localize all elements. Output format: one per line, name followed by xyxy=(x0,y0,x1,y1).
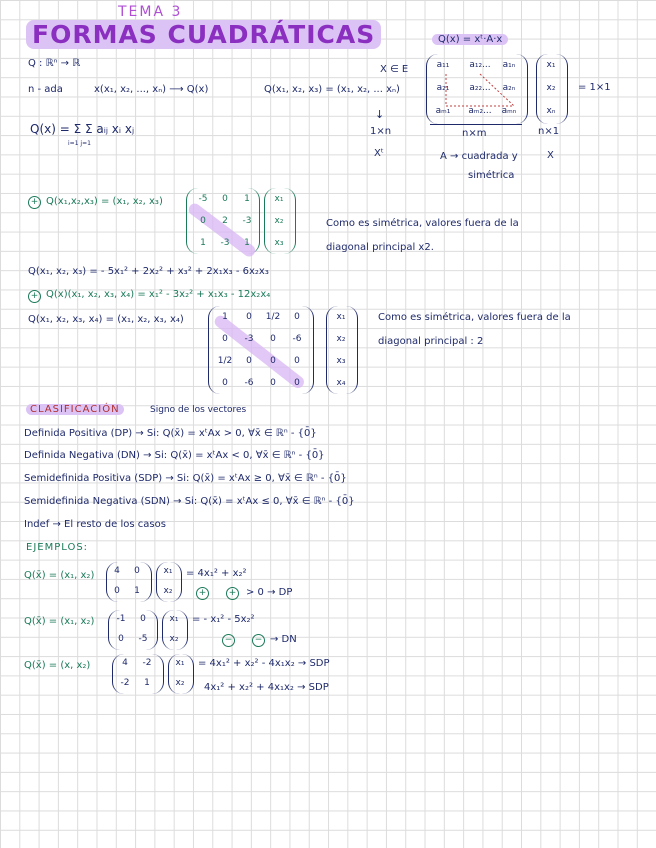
matrix-cell: aₘ₁ xyxy=(435,106,451,116)
page-title-text: FORMAS CUADRÁTICAS xyxy=(26,20,381,49)
one-by-one: = 1×1 xyxy=(578,82,611,93)
q-x123: Q(x₁, x₂, x₃) = (x₁, x₂, ... xₙ) xyxy=(264,84,400,95)
matrix-cell: 0 xyxy=(270,334,276,344)
sum-formula: Q(x) = Σ Σ aᵢⱼ xᵢ xⱼ xyxy=(30,122,135,136)
classification-subtitle: Signo de los vectores xyxy=(150,405,247,415)
ex3-result: = 4x₁² + x₂² - 4x₁x₂ → SDP xyxy=(198,658,330,669)
matrix-cell: -6 xyxy=(292,334,302,344)
vector-cell: x₁ xyxy=(546,60,556,70)
vector-cell: x₄ xyxy=(336,378,346,388)
classification-item-sdn: Semidefinida Negativa (SDN) → Si: Q(x̄) = xᵗAx ≤ 0, ∀x̄ ∈ ℝⁿ - {0̄} xyxy=(24,496,355,507)
matrix-cell: aₘₙ xyxy=(501,106,517,116)
classification-heading-text: CLASIFICACIÓN xyxy=(26,404,124,415)
dim-nxm: n×m xyxy=(462,128,487,139)
matrix-cell: 2 xyxy=(222,216,228,226)
matrix-cell: 1 xyxy=(244,194,250,204)
vector-cell: x₁ xyxy=(336,312,346,322)
matrix-cell: 1 xyxy=(244,238,250,248)
matrix-cell: 0 xyxy=(246,356,252,366)
vector-cell: x₁ xyxy=(175,658,185,668)
dim-1xn: 1×n xyxy=(370,126,392,137)
matrix-cell: 4 xyxy=(122,658,128,668)
vector-cell: x₂ xyxy=(175,678,185,688)
ex2-label: Q(x̄) = (x₁, x₂) xyxy=(24,616,95,627)
matrix-cell: 1 xyxy=(134,586,140,596)
vector-cell: x₁ xyxy=(274,194,284,204)
matrix-cell: 1 xyxy=(200,238,206,248)
down-arrow-icon: ↓ xyxy=(375,108,385,121)
matrix-cell: 4 xyxy=(114,566,120,576)
matrix-cell: 0 xyxy=(246,312,252,322)
matrix-cell: 1/2 xyxy=(265,312,281,322)
tuple-mapping: x(x₁, x₂, ..., xₙ) ⟶ Q(x) xyxy=(94,84,209,95)
ex2-result: = - x₁² - 5x₂² xyxy=(192,614,255,625)
plus-circle-icon: + xyxy=(196,587,209,600)
vector-cell: x₂ xyxy=(274,216,284,226)
matrix-cell: 1/2 xyxy=(217,356,233,366)
vector-cell: x₂ xyxy=(336,334,346,344)
ex3-result-2: 4x₁² + x₂² + 4x₁x₂ → SDP xyxy=(204,682,329,693)
matrix-cell: 0 xyxy=(134,566,140,576)
matrix-cell: -3 xyxy=(244,334,254,344)
matrix-cell: -2 xyxy=(120,678,130,688)
ex3-label: Q(x̄) = (x, x₂) xyxy=(24,660,91,671)
classification-indef: Indef → El resto de los casos xyxy=(24,519,166,530)
vector-cell: xₙ xyxy=(546,106,556,116)
minus-circle-icon: − xyxy=(252,634,265,647)
matrix-cell: a₁ₙ xyxy=(502,60,516,70)
examples-heading: EJEMPLOS: xyxy=(26,542,89,553)
x-vector-label: X xyxy=(547,150,554,161)
example1-expanded: Q(x₁, x₂, x₃) = - 5x₁² + 2x₂² + x₃² + 2x₁x₃ - 6x₂x₃ xyxy=(28,266,269,277)
vector-cell: x₃ xyxy=(274,238,284,248)
sum-limits: i=1 j=1 xyxy=(68,140,91,147)
matrix-cell: -3 xyxy=(242,216,252,226)
vector-cell: x₂ xyxy=(169,634,179,644)
example2-note-2: diagonal principal : 2 xyxy=(378,336,484,347)
vector-cell: x₂ xyxy=(163,586,173,596)
x-in-e: X ∈ E xyxy=(380,64,409,75)
vector-cell: x₁ xyxy=(163,566,173,576)
dim-nx1: n×1 xyxy=(538,126,560,137)
matrix-cell: a₂₁ xyxy=(436,83,450,93)
matrix-cell: 0 xyxy=(294,312,300,322)
matrix-cell: a₁₁ xyxy=(436,60,450,70)
matrix-cell: 0 xyxy=(270,356,276,366)
matrix-cell: 0 xyxy=(114,586,120,596)
classification-item-sdp: Semidefinida Positiva (SDP) → Si: Q(x̄) = xᵗAx ≥ 0, ∀x̄ ∈ ℝⁿ - {0̄} xyxy=(24,473,347,484)
plus-circle-icon: + xyxy=(226,587,239,600)
cuadrada-label: A → cuadrada y xyxy=(440,151,518,162)
ex2-conclusion: → DN xyxy=(270,634,297,645)
red-dashed-annotation xyxy=(440,70,520,112)
ex1-conclusion: > 0 → DP xyxy=(246,587,293,598)
matrix-cell: a₂ₙ xyxy=(502,83,516,93)
example2-expanded: Q(x)(x₁, x₂, x₃, x₄) = x₁² - 3x₂² + x₁x₃ - 12x₂x₄ xyxy=(46,289,271,300)
matrix-cell: -6 xyxy=(244,378,254,388)
matrix-cell: 0 xyxy=(222,194,228,204)
vector-cell: x₁ xyxy=(169,614,179,624)
ex1-label: Q(x̄) = (x₁, x₂) xyxy=(24,570,95,581)
qx-formula-text: Q(x) = xᵗ·A·x xyxy=(432,34,508,45)
simetrica-label: simétrica xyxy=(468,170,515,181)
matrix-cell: 0 xyxy=(140,614,146,624)
vector-cell: x₃ xyxy=(336,356,346,366)
ex1-result: = 4x₁² + x₂² xyxy=(186,568,247,579)
underbrace xyxy=(430,124,522,125)
matrix-cell: -5 xyxy=(138,634,148,644)
page-title xyxy=(26,20,381,49)
matrix-cell: -3 xyxy=(220,238,230,248)
matrix-cell: 1 xyxy=(144,678,150,688)
classification-item-dn: Definida Negativa (DN) → Si: Q(x̄) = xᵗAx < 0, ∀x̄ ∈ ℝⁿ - {0̄} xyxy=(24,450,325,461)
matrix-cell: 0 xyxy=(270,378,276,388)
example2-note: Como es simétrica, valores fuera de la xyxy=(378,312,571,323)
example1-label: Q(x₁,x₂,x₃) = (x₁, x₂, x₃) xyxy=(46,196,163,207)
matrix-cell: -1 xyxy=(116,614,126,624)
matrix-cell: 1 xyxy=(222,312,228,322)
matrix-cell: 0 xyxy=(294,378,300,388)
matrix-cell: a₁₂... xyxy=(469,60,491,70)
matrix-cell: a₂₂... xyxy=(469,83,491,93)
classification-heading xyxy=(26,404,124,415)
matrix-cell: aₘ₂... xyxy=(468,106,492,116)
matrix-cell: 0 xyxy=(294,356,300,366)
example1-note-2: diagonal principal x2. xyxy=(326,242,434,253)
map-definition: Q : ℝⁿ → ℝ xyxy=(28,58,81,69)
example1-note: Como es simétrica, valores fuera de la xyxy=(326,218,519,229)
classification-item-dp: Definida Positiva (DP) → Si: Q(x̄) = xᵗAx > 0, ∀x̄ ∈ ℝⁿ - {0̄} xyxy=(24,428,317,439)
matrix-cell: 0 xyxy=(118,634,124,644)
plus-circle-icon: + xyxy=(28,196,41,209)
matrix-cell: -5 xyxy=(198,194,208,204)
minus-circle-icon: − xyxy=(222,634,235,647)
x-transpose: Xᵗ xyxy=(374,148,384,159)
vector-cell: x₂ xyxy=(546,83,556,93)
tema-label: TEMA 3 xyxy=(118,4,183,20)
plus-circle-icon: + xyxy=(28,290,41,303)
example2-label: Q(x₁, x₂, x₃, x₄) = (x₁, x₂, x₃, x₄) xyxy=(28,314,184,325)
matrix-cell: 0 xyxy=(222,334,228,344)
matrix-cell: 0 xyxy=(200,216,206,226)
matrix-cell: -2 xyxy=(142,658,152,668)
qx-formula xyxy=(432,34,508,45)
n-ada-label: n - ada xyxy=(28,84,63,95)
matrix-cell: 0 xyxy=(222,378,228,388)
